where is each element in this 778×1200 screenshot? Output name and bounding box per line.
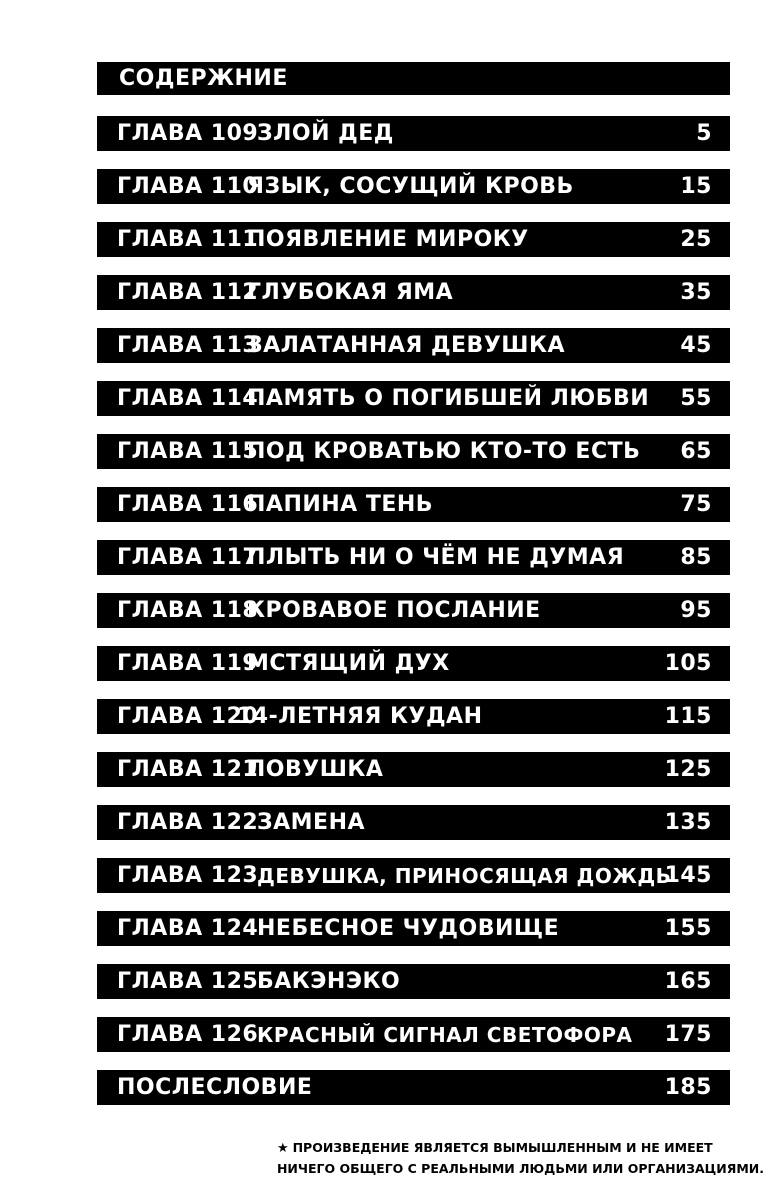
chapter-number: ГЛАВА 120 (117, 704, 259, 729)
table-of-contents (97, 62, 730, 1123)
chapter-page: 145 (664, 863, 712, 888)
toc-header-title: СОДЕРЖНИЕ (119, 66, 288, 91)
chapter-title: ЗАЛАТАННАЯ ДЕВУШКА (247, 333, 565, 358)
toc-entry-109 (97, 116, 730, 151)
chapter-title: ЗЛОЙ ДЕД (257, 121, 394, 146)
chapter-number: ГЛАВА 123 (117, 863, 259, 888)
chapter-number: ГЛАВА 110 (117, 174, 259, 199)
chapter-number: ГЛАВА 117 (117, 545, 259, 570)
toc-entry-126 (97, 1017, 730, 1052)
toc-entry-121 (97, 752, 730, 787)
toc-entry-116 (97, 487, 730, 522)
disclaimer-line-1 (277, 1138, 764, 1159)
toc-entry-112 (97, 275, 730, 310)
afterword-page: 185 (664, 1075, 712, 1100)
toc-entry-122 (97, 805, 730, 840)
chapter-title: ПАМЯТЬ О ПОГИБШЕЙ ЛЮБВИ (247, 386, 650, 411)
chapter-title: НЕБЕСНОЕ ЧУДОВИЩЕ (257, 916, 560, 941)
chapter-number: ГЛАВА 126 (117, 1022, 259, 1047)
toc-entry-117 (97, 540, 730, 575)
toc-entry-110 (97, 169, 730, 204)
chapter-page: 15 (680, 174, 712, 199)
chapter-title: ГЛУБОКАЯ ЯМА (247, 280, 454, 305)
toc-entry-111 (97, 222, 730, 257)
chapter-title: МСТЯЩИЙ ДУХ (247, 651, 450, 676)
star-icon: ★ (276, 1141, 289, 1156)
chapter-title: КРОВАВОЕ ПОСЛАНИЕ (247, 598, 541, 623)
chapter-number: ГЛАВА 118 (117, 598, 259, 623)
chapter-title: ЯЗЫК, СОСУЩИЙ КРОВЬ (247, 174, 574, 199)
chapter-title: БАКЭНЭКО (257, 969, 401, 994)
toc-entry-114 (97, 381, 730, 416)
chapter-title: ЗАМЕНА (257, 810, 366, 835)
chapter-title: ЛОВУШКА (247, 757, 384, 782)
chapter-number: ГЛАВА 115 (117, 439, 259, 464)
chapter-title: КРАСНЫЙ СИГНАЛ СВЕТОФОРА (257, 1022, 633, 1047)
chapter-number: ГЛАВА 125 (117, 969, 259, 994)
disclaimer-text-1: ПРОИЗВЕДЕНИЕ ЯВЛЯЕТСЯ ВЫМЫШЛЕННЫМ И НЕ ИМЕЕТ (292, 1140, 713, 1155)
afterword-title: ПОСЛЕСЛОВИЕ (117, 1075, 313, 1100)
chapter-number: ГЛАВА 124 (117, 916, 259, 941)
chapter-number: ГЛАВА 122 (117, 810, 259, 835)
chapter-page: 45 (680, 333, 712, 358)
toc-entry-119 (97, 646, 730, 681)
toc-entry-123 (97, 858, 730, 893)
toc-header (97, 62, 730, 95)
chapter-title: ПАПИНА ТЕНЬ (247, 492, 434, 517)
chapter-number: ГЛАВА 121 (117, 757, 259, 782)
disclaimer-note (277, 1138, 764, 1179)
chapter-title: ПОЯВЛЕНИЕ МИРОКУ (247, 227, 529, 252)
chapter-page: 25 (680, 227, 712, 252)
toc-entry-120 (97, 699, 730, 734)
chapter-page: 125 (664, 757, 712, 782)
chapter-page: 175 (664, 1022, 712, 1047)
chapter-page: 95 (680, 598, 712, 623)
chapter-page: 75 (680, 492, 712, 517)
chapter-page: 35 (680, 280, 712, 305)
toc-entry-115 (97, 434, 730, 469)
chapter-title: 14-ЛЕТНЯЯ КУДАН (237, 704, 483, 729)
chapter-page: 105 (664, 651, 712, 676)
chapter-number: ГЛАВА 113 (117, 333, 259, 358)
chapter-title: ДЕВУШКА, ПРИНОСЯЩАЯ ДОЖДЬ (257, 863, 672, 888)
toc-entry-125 (97, 964, 730, 999)
chapter-page: 5 (696, 121, 712, 146)
chapter-number: ГЛАВА 119 (117, 651, 259, 676)
chapter-page: 165 (664, 969, 712, 994)
disclaimer-line-2: НИЧЕГО ОБЩЕГО С РЕАЛЬНЫМИ ЛЮДЬМИ ИЛИ ОРГАНИЗАЦИЯМИ. (276, 1161, 764, 1176)
chapter-number: ГЛАВА 109 (117, 121, 259, 146)
chapter-number: ГЛАВА 116 (117, 492, 259, 517)
chapter-title: ПЛЫТЬ НИ О ЧЁМ НЕ ДУМАЯ (247, 545, 625, 570)
chapter-title: ПОД КРОВАТЬЮ КТО-ТО ЕСТЬ (247, 439, 641, 464)
chapter-number: ГЛАВА 112 (117, 280, 259, 305)
toc-entry-afterword (97, 1070, 730, 1105)
chapter-page: 155 (664, 916, 712, 941)
chapter-page: 135 (664, 810, 712, 835)
chapter-page: 65 (680, 439, 712, 464)
toc-entry-118 (97, 593, 730, 628)
toc-entry-113 (97, 328, 730, 363)
chapter-page: 115 (664, 704, 712, 729)
chapter-number: ГЛАВА 114 (117, 386, 259, 411)
toc-entry-124 (97, 911, 730, 946)
chapter-number: ГЛАВА 111 (117, 227, 259, 252)
chapter-page: 85 (680, 545, 712, 570)
chapter-page: 55 (680, 386, 712, 411)
